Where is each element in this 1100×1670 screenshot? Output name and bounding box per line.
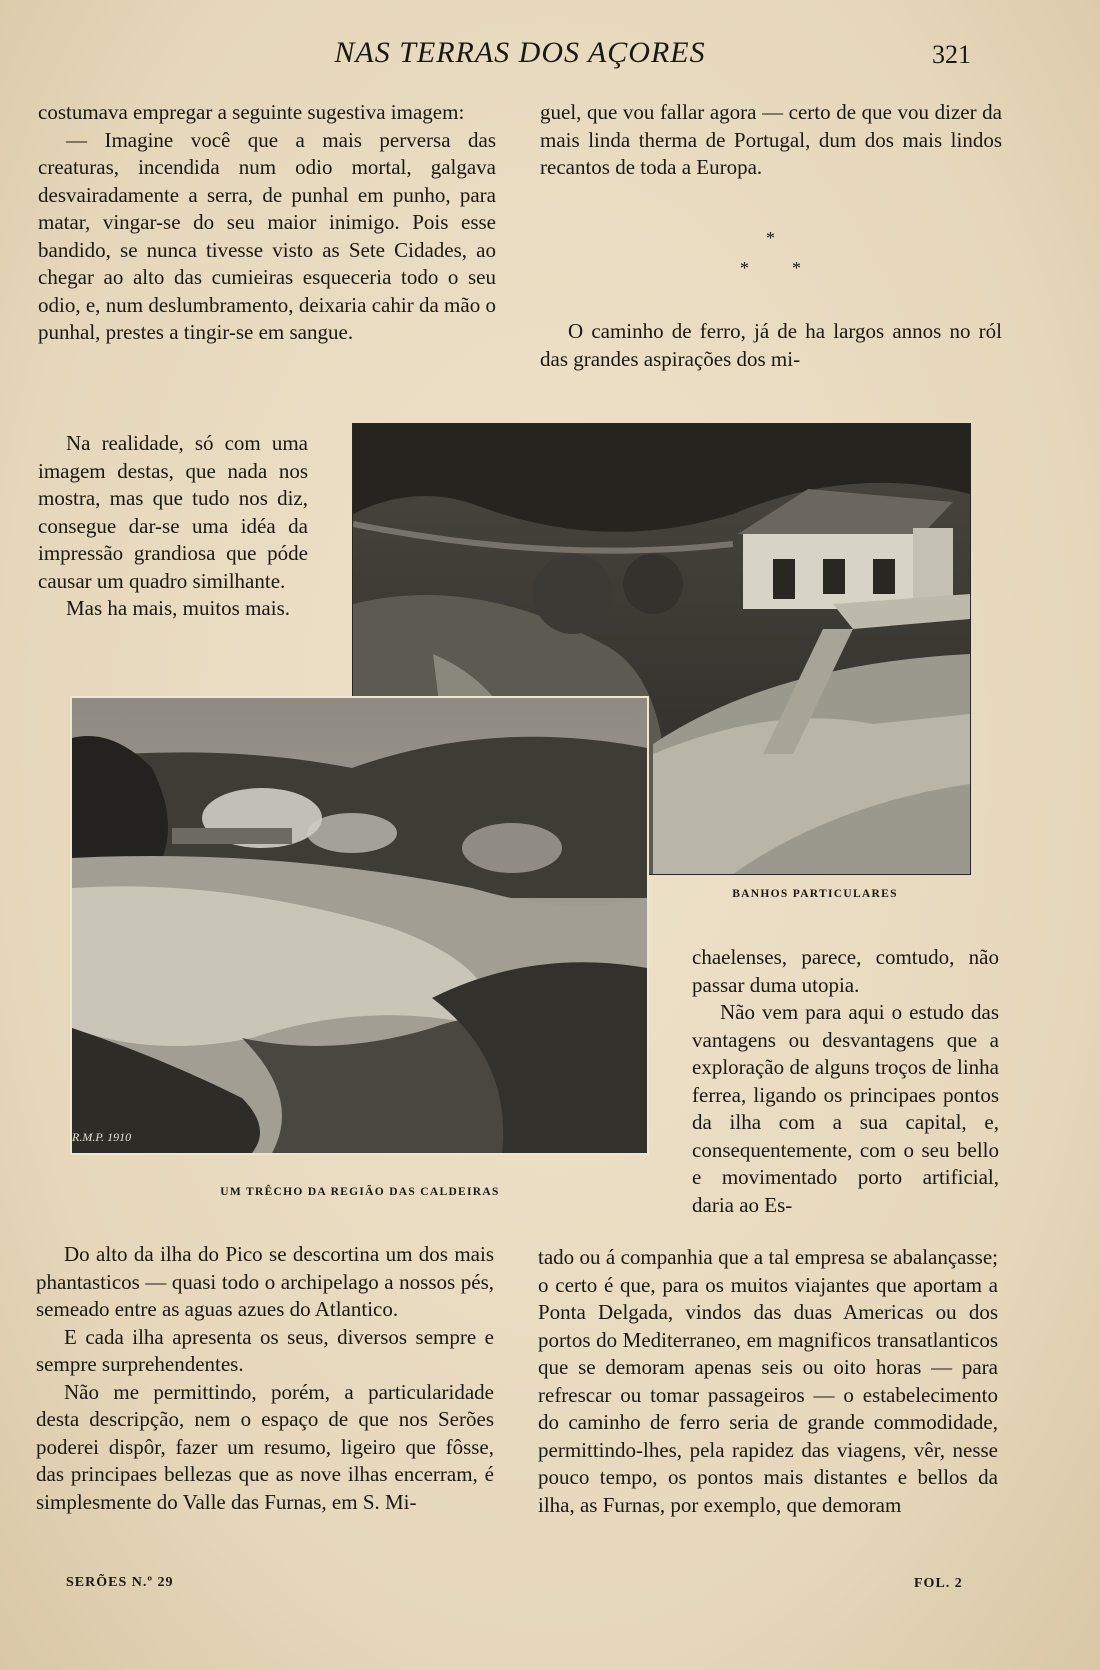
footer-left: SERÕES N.º 29 [66, 1575, 174, 1590]
left-column-bottom [36, 1241, 494, 1516]
paragraph: — Imagine você que a mais perversa das creaturas, incendida num odio mortal, galgava desvairadamente a serra, de punhal em punho, para matar, vingar-se do seu maior inimigo. Pois esse bandido, se nunca tivesse visto as Sete Cidades, ao chegar ao alto das cumieiras esqueceria todo o seu odio, e, num deslumbramento, deixaria cahir da mão o punhal, prestes a tingir-se em sangue. [38, 127, 496, 344]
caption-regiao-caldeiras: UM TRÊCHO DA REGIÃO DAS CALDEIRAS [220, 1186, 500, 1198]
photo-regiao-caldeiras [70, 696, 649, 1155]
left-column-top [38, 99, 496, 347]
left-column-narrow [38, 430, 308, 623]
paragraph: Do alto da ilha do Pico se descortina um dos mais phantasticos — quasi todo o archipelago a nossos pés, semeado entre as aguas azues do Atlantico. [36, 1242, 494, 1321]
right-column-bottom [538, 1244, 998, 1519]
asterism-star: * [766, 228, 775, 248]
right-column-top [540, 99, 1002, 182]
paragraph: E cada ilha apresenta os seus, diversos sempre e sempre surprehendentes. [36, 1324, 494, 1376]
page-number: 321 [932, 40, 971, 69]
asterism-star: * [740, 258, 749, 278]
asterism-star: * [792, 258, 801, 278]
paragraph: costumava empregar a seguinte sugestiva imagem: [38, 100, 465, 124]
paragraph: Na realidade, só com uma imagem destas, que nada nos mostra, mas que tudo nos diz, consegue dar-se uma idéa da impressão grandiosa que póde causar um quadro similhante. [38, 431, 308, 593]
paragraph: guel, que vou fallar agora — certo de que vou dizer da mais linda therma de Portugal, dum dos mais lindos recantos de toda a Europa. [540, 100, 1002, 179]
paragraph: O caminho de ferro, já de ha largos annos no ról das grandes aspirações dos mi- [540, 319, 1002, 371]
paragraph: Mas ha mais, muitos mais. [66, 596, 290, 620]
caption-banhos-particulares: BANHOS PARTICULARES [732, 888, 898, 900]
footer-right: FOL. 2 [914, 1576, 963, 1591]
paragraph: tado ou á companhia que a tal empresa se abalançasse; o certo é que, para os muitos viajantes que aportam a Ponta Delgada, vindos das duas Americas ou dos portos do Mediterraneo, em magnificos transatlanticos que se demoram apenas seis ou oito horas — para refrescar ou tomar passageiros — o estabelecimento do caminho de ferro seria de grande commodidade, permittindo-lhes, pela rapidez das viagens, vêr, nesse pouco tempo, os pontos mais distantes e bellos da ilha, as Furnas, por exemplo, que demoram [538, 1245, 998, 1517]
paragraph: chaelenses, parece, comtudo, não passar duma utopia. [692, 945, 999, 997]
photo-signature: R.M.P. 1910 [72, 1130, 132, 1144]
right-column-top-2 [540, 318, 1002, 373]
paragraph: Não vem para aqui o estudo das vantagens ou desvantagens que a exploração de alguns troços de linha ferrea, ligando os principaes pontos da ilha com a sua capital, e, consequentemente, com o seu bello e movimentado porto artificial, daria ao Es- [692, 1000, 999, 1217]
photo-illustration [72, 698, 647, 1153]
running-title: NAS TERRAS DOS AÇORES [334, 36, 706, 69]
paragraph: Não me permittindo, porém, a particularidade desta descripção, nem o espaço de que nos Serões poderei dispôr, fazer um resumo, ligeiro que fôsse, das principaes bellezas que as nove ilhas encerram, é simplesmente do Valle das Furnas, em S. Mi- [36, 1379, 494, 1514]
right-column-mid [692, 944, 999, 1219]
